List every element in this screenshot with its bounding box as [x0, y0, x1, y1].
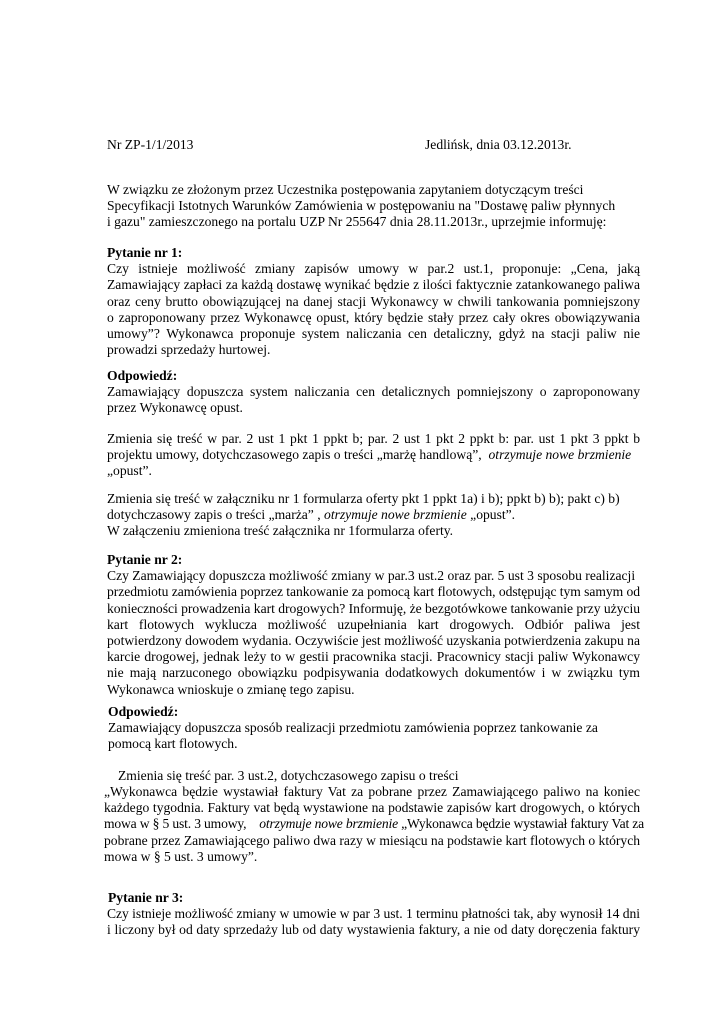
change-line — [104, 816, 645, 832]
intro-line: W związku ze złożonym przez Uczestnika postępowania zapytaniem dotyczącym treści — [107, 182, 584, 197]
intro-line: Specyfikacji Istotnych Warunków Zamówienia w postępowaniu na "Dostawę paliw płynnych — [107, 198, 616, 214]
question-1-heading: Pytanie nr 1: — [107, 245, 183, 260]
question-1-line: umowy”? Wykonawca proponuje system naliczania cen detaliczny, gdyż na stacji paliw nie — [107, 326, 640, 342]
question-1-line: Czy istnieje możliwość zmiany zapisów umowy w par.2 ust.1, proponuje: „Cena, jaką — [107, 261, 640, 277]
question-2-line: nie mają narzuconego obowiązku podpisywania dodatkowych dokumentów i w związku tym — [107, 665, 640, 681]
change-new-wording-label: otrzymuje nowe brzmienie — [259, 816, 398, 832]
answer-1-line: przez Wykonawcę opust. — [107, 400, 243, 416]
question-2-line: konieczności prowadzenia kart drogowych? Informuję, że bezgotówkowe tankowanie przy użyciu — [107, 600, 640, 616]
question-1 — [107, 245, 640, 358]
question-3 — [107, 890, 640, 939]
question-1-line: oraz ceny brutto obowiązującej na danej stacji Wykonawcy w chwili tankowania pomniejszony — [107, 293, 640, 309]
answer-1-line: Zamawiający dopuszcza system naliczania cen detalicznych pomniejszony o zaproponowany — [107, 384, 640, 400]
answer-2-change-intro: Zmienia się treść par. 3 ust.2, dotychczasowego zapisu o treści — [118, 768, 459, 783]
change-line: Zmienia się treść w załączniku nr 1 formularza oferty pkt 1 ppkt 1a) i b); ppkt b) b); pakt c) b) — [107, 491, 620, 506]
change-text: „opust”. — [470, 507, 516, 523]
question-2-line: karcie drogowej, jednak leży to w gestii pracownika stacji. Pracownicy stacji paliw Wykonawcy — [107, 649, 640, 665]
question-1-line: prowadzi sprzedaży hurtowej. — [107, 342, 271, 358]
answer-2 — [108, 704, 641, 753]
answer-2-line: Zamawiający dopuszcza sposób realizacji przedmiotu zamówienia poprzez tankowanie za — [108, 720, 598, 736]
change-line: „opust”. — [107, 463, 152, 479]
change-text: „Wykonawca będzie wystawiał faktury Vat za — [401, 816, 645, 832]
answer-1 — [107, 368, 640, 417]
question-3-heading: Pytanie nr 3: — [108, 890, 184, 905]
change-line: pobrane przez Zamawiającego paliwo dwa razy w miesiącu na podstawie kart flotowych o których — [104, 832, 640, 848]
reference-number: Nr ZP-1/1/2013 — [107, 137, 194, 152]
change-line: „Wykonawca będzie wystawiał faktury Vat za pobrane przez Zamawiającego paliwo na koniec — [104, 784, 640, 799]
intro-paragraph — [107, 182, 627, 231]
question-2-line: przedmiotu zamówienia poprzez tankowanie za pomocą kart flotowych, odstępując tym samym od — [107, 584, 641, 600]
question-2-line: Wykonawca wnioskuje o zmianę tego zapisu. — [107, 681, 355, 697]
question-2-heading: Pytanie nr 2: — [107, 552, 183, 567]
change-line: mowa w § 5 ust. 3 umowy”. — [104, 848, 258, 864]
question-3-line: Czy istnieje możliwość zmiany w umowie w par 3 ust. 1 terminu płatności tak, aby wynosił 14 dni — [107, 906, 640, 922]
answer-2-line: pomocą kart flotowych. — [108, 736, 238, 752]
change-line: każdego tygodnia. Faktury vat będą wystawione na podstawie zapisów kart drogowych, o których — [104, 800, 640, 816]
place-and-date: Jedlińsk, dnia 03.12.2013r. — [425, 137, 572, 152]
change-new-wording-label: otrzymuje nowe brzmienie — [324, 507, 467, 523]
question-2-line: potwierdzony dowodem wydania. Oczywiście jest możliwość uzyskania potwierdzenia zakupu na — [107, 633, 640, 649]
change-line — [107, 447, 640, 463]
change-new-wording-label: otrzymuje nowe brzmienie — [488, 447, 632, 463]
answer-2-heading: Odpowiedź: — [108, 704, 179, 719]
question-1-line: o zaproponowany przez Wykonawcę opust, który będzie stały przez cały okres obowiązywania — [107, 309, 640, 325]
question-2 — [107, 552, 640, 698]
change-text: projektu umowy, dotychczasowego zapis o treści „marżę handlową”, — [107, 447, 482, 463]
change-text: mowa w § 5 ust. 3 umowy, — [104, 816, 247, 832]
change-line: W załączeniu zmieniona treść załącznika nr 1formularza oferty. — [107, 523, 454, 539]
change-line: Zmienia się treść w par. 2 ust 1 pkt 1 ppkt b; par. 2 ust 1 pkt 2 ppkt b: par. ust 1 pkt 3 ppkt b — [107, 431, 640, 446]
question-2-line: Czy Zamawiający dopuszcza możliwość zmiany w par.3 ust.2 oraz par. 5 ust 3 sposobu realizacji — [107, 568, 636, 584]
change-line — [107, 507, 640, 523]
question-3-line: i liczony był od daty sprzedaży lub od daty wystawienia faktury, a nie od daty doręczenia faktury — [107, 922, 640, 938]
answer-1-heading: Odpowiedź: — [107, 368, 178, 383]
answer-2-change — [104, 784, 645, 865]
answer-1-change-2 — [107, 491, 640, 540]
question-1-line: Zamawiający zapłaci za każdą dostawę wynikać będzie z ilości faktycznie zatankowanego paliwa — [107, 277, 640, 293]
intro-line: i gazu" zamieszczonego na portalu UZP Nr 255647 dnia 28.11.2013r., uprzejmie informuję: — [107, 214, 607, 230]
change-text: dotychczasowy zapis o treści „marża” , — [107, 507, 321, 523]
question-2-line: kart flotowych wyklucza możliwość uzupełniania kart drogowych. Odbiór paliwa jest — [107, 616, 640, 632]
answer-1-change-1 — [107, 431, 640, 480]
